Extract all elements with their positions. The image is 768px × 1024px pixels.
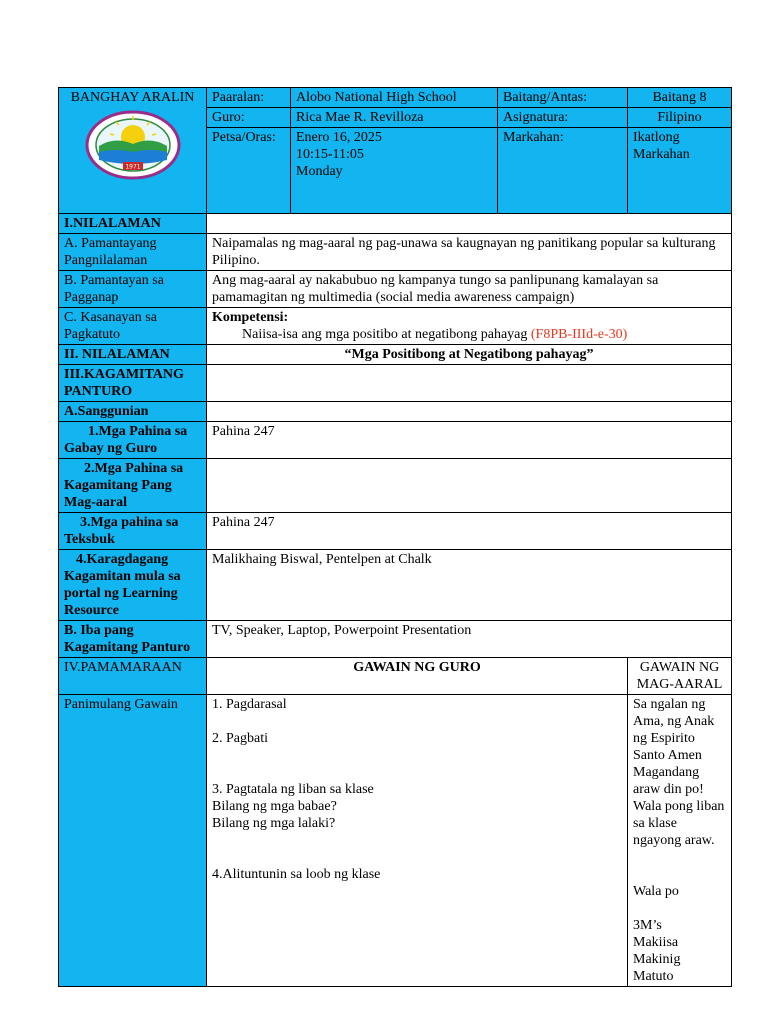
pamantayang-label: A. Pamantayang Pangnilalaman	[59, 234, 207, 271]
kasanayan-label: C. Kasanayan sa Pagkatuto	[59, 308, 207, 345]
kompetensi-value: Naiisa-isa ang mga positibo at negatibong pahayag	[242, 327, 528, 342]
response-attendance: Wala pong liban sa klase ngayong araw.	[633, 799, 725, 848]
school-seal-logo	[85, 110, 181, 180]
sanggunian-label: A.Sanggunian	[59, 402, 207, 422]
kompetensi-code: (F8PB-IIId-e-30)	[530, 327, 628, 342]
kompetensi-line	[212, 326, 726, 343]
lesson-plan-table	[58, 87, 732, 987]
response-makinig: Makinig	[633, 952, 681, 967]
guro-steps-cell	[207, 695, 628, 987]
title-logo-cell	[59, 88, 207, 214]
section-pamamaraan: IV.PAMAMARAAN	[59, 658, 207, 695]
kasanayan-value	[207, 308, 732, 345]
guro-step-3b: Bilang ng mga lalaki?	[212, 816, 336, 831]
nilalaman-2-value: “Mga Positibong at Negatibong pahayag”	[207, 345, 732, 365]
markahan-value: Ikatlong Markahan	[628, 128, 732, 214]
nilalaman-1-value	[207, 214, 732, 234]
iba-label: B. Iba pang Kagamitang Panturo	[59, 621, 207, 658]
iba-value: TV, Speaker, Laptop, Powerpoint Presentation	[207, 621, 732, 658]
paaralan-value: Alobo National High School	[291, 88, 498, 108]
mag-aaral-responses-cell	[628, 695, 732, 987]
guro-value: Rica Mae R. Revilloza	[291, 108, 498, 128]
kompetensi-label: Kompetensi:	[212, 310, 289, 325]
kagamitang-pang-value	[207, 459, 732, 513]
panimulang-label: Panimulang Gawain	[59, 695, 207, 987]
guro-step-1: 1. Pagdarasal	[212, 697, 287, 712]
markahan-label: Markahan:	[498, 128, 628, 214]
baitang-value: Baitang 8	[628, 88, 732, 108]
karagdagang-value: Malikhaing Biswal, Pentelpen at Chalk	[207, 550, 732, 621]
kagamitang-value	[207, 365, 732, 402]
petsa-time: 10:15-11:05	[296, 147, 364, 162]
petsa-day: Monday	[296, 164, 343, 179]
response-greeting: Magandang araw din po!	[633, 765, 704, 797]
response-matuto: Matuto	[633, 969, 674, 984]
sanggunian-value	[207, 402, 732, 422]
petsa-value	[291, 128, 498, 214]
guro-label: Guro:	[207, 108, 291, 128]
response-wala-po: Wala po	[633, 884, 679, 899]
petsa-label: Petsa/Oras:	[207, 128, 291, 214]
petsa-date: Enero 16, 2025	[296, 130, 382, 145]
gawain-mag-aaral-header: GAWAIN NG MAG-AARAL	[628, 658, 732, 695]
guro-step-4: 4.Alituntunin sa loob ng klase	[212, 867, 381, 882]
logo-year: 1971	[124, 163, 141, 171]
response-makiisa: Makiisa	[633, 935, 679, 950]
teksbuk-label: 3.Mga pahina sa Teksbuk	[59, 513, 207, 550]
asignatura-value: Filipino	[628, 108, 732, 128]
baitang-label: Baitang/Antas:	[498, 88, 628, 108]
paaralan-label: Paaralan:	[207, 88, 291, 108]
asignatura-label: Asignatura:	[498, 108, 628, 128]
response-3ms: 3M’s	[633, 918, 662, 933]
pagganap-value: Ang mag-aaral ay nakabubuo ng kampanya tungo sa panlipunang kamalayan sa pamamagitan ng multimedia (social media awareness campaign)	[207, 271, 732, 308]
gawain-guro-header: GAWAIN NG GURO	[207, 658, 628, 695]
section-nilalaman-2: II. NILALAMAN	[59, 345, 207, 365]
pamantayang-value: Naipamalas ng mag-aaral ng pag-unawa sa kaugnayan ng panitikang popular sa kulturang Pilipino.	[207, 234, 732, 271]
section-kagamitang: III.KAGAMITANG PANTURO	[59, 365, 207, 402]
response-prayer: Sa ngalan ng Ama, ng Anak ng Espirito Santo Amen	[633, 697, 715, 763]
gabay-label: 1.Mga Pahina sa Gabay ng Guro	[59, 422, 207, 459]
guro-step-3: 3. Pagtatala ng liban sa klase	[212, 782, 374, 797]
guro-step-2: 2. Pagbati	[212, 731, 268, 746]
kagamitang-pang-label: 2.Mga Pahina sa Kagamitang Pang Mag-aaral	[59, 459, 207, 513]
teksbuk-value: Pahina 247	[207, 513, 732, 550]
karagdagang-label: 4.Karagdagang Kagamitan mula sa portal ng Learning Resource	[59, 550, 207, 621]
doc-title: BANGHAY ARALIN	[70, 90, 195, 105]
lesson-plan-page	[58, 87, 731, 987]
gabay-value: Pahina 247	[207, 422, 732, 459]
section-nilalaman-1: I.NILALAMAN	[59, 214, 207, 234]
pagganap-label: B. Pamantayan sa Pagganap	[59, 271, 207, 308]
guro-step-3a: Bilang ng mga babae?	[212, 799, 337, 814]
